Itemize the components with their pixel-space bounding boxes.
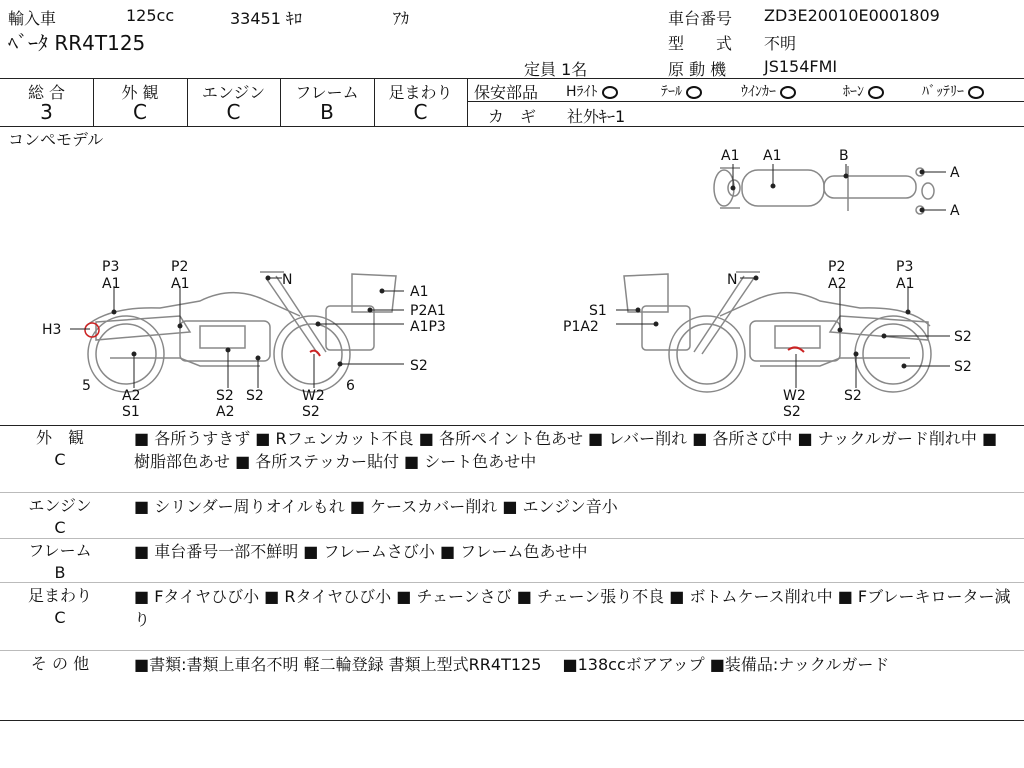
safety-parts-label: 保安部品 (474, 83, 539, 102)
diagram-label: S2 (954, 329, 972, 345)
section-title: 外 観 (35, 428, 84, 447)
damage-mark (310, 351, 320, 356)
import-label: 輸入車 (8, 9, 57, 28)
exterior-grade-label: 外 観 (121, 83, 159, 102)
section-label (10, 585, 110, 629)
diagram-label: P2A1 (410, 303, 446, 319)
diagram-label: S2 (844, 388, 862, 404)
section-grade: C (54, 450, 66, 469)
diagram-label: A1 (171, 276, 190, 292)
type-label: 型 式 (668, 34, 733, 53)
safety-item-taillight (661, 81, 702, 101)
divider (0, 650, 1024, 651)
divider (0, 720, 1024, 721)
type-value: 不明 (764, 34, 797, 53)
diagram-label: A2 (216, 404, 235, 420)
color: ｱｶ (393, 9, 410, 28)
section-grade: C (54, 608, 66, 627)
damage-diagram (0, 126, 1024, 426)
safety-item-winker (741, 81, 796, 101)
diagram-label: A1 (102, 276, 121, 292)
mileage: 33451 ｷﾛ (230, 9, 302, 28)
exterior-grade: C (133, 100, 147, 124)
safety-item-label: ｳｲﾝｶｰ (741, 84, 776, 100)
engine-grade: C (226, 100, 241, 124)
diagram-label: S2 (410, 358, 428, 374)
frame-grade: B (320, 100, 334, 124)
engine-model-value: JS154FMI (764, 57, 838, 76)
section-text: ■ 各所うすきず ■ Rフェンカット不良 ■ 各所ペイント色あせ ■ レバー削れ ■ 各所さび中 ■ ナックルガード削れ中 ■ 樹脂部色あせ ■ 各所ステッカー貼付 ■ シート色あせ中 (134, 429, 998, 471)
section-title: そ の 他 (30, 654, 90, 673)
frame-grade-label: フレーム (295, 83, 359, 102)
diagram-label: A2 (828, 276, 847, 292)
overall-grade-label: 総 合 (27, 83, 66, 102)
diagram-label: P3 (896, 259, 914, 275)
diagram-label: S2 (302, 404, 320, 420)
section-grade: C (54, 518, 66, 537)
section-title: フレーム (28, 541, 92, 560)
safety-item-label: ﾃｰﾙ (661, 84, 682, 100)
diagram-label: P1A2 (563, 319, 599, 335)
diagram-label: S2 (246, 388, 264, 404)
key-value: 社外ｷｰ1 (567, 107, 626, 126)
safety-item-horn (843, 81, 884, 101)
diagram-label: S2 (216, 388, 234, 404)
section-label (10, 495, 110, 539)
safety-item-label: ﾊﾞｯﾃﾘｰ (922, 84, 964, 100)
diagram-label: P3 (102, 259, 120, 275)
diagram-label: S1 (589, 303, 607, 319)
diagram-label: A (950, 203, 960, 219)
section-label (10, 540, 110, 584)
ok-circle-icon (686, 86, 702, 99)
safety-item-headlight (566, 81, 618, 101)
diagram-label: B (839, 148, 849, 164)
key-label: カ ギ (488, 107, 537, 126)
ok-circle-icon (868, 86, 884, 99)
section-text: ■書類:書類上車名不明 軽二輪登録 書類上型式RR4T125 ■138ccボアアップ ■装備品:ナックルガード (134, 655, 890, 674)
diagram-label: N (282, 272, 293, 288)
divider (0, 78, 1024, 79)
diagram-label: S2 (954, 359, 972, 375)
diagram-label: W2 (302, 388, 325, 404)
engine-grade-label: エンジン (201, 83, 266, 102)
diagram-label: P2 (828, 259, 846, 275)
diagram-label: A2 (122, 388, 141, 404)
section-text: ■ シリンダー周りオイルもれ ■ ケースカバー削れ ■ エンジン音小 (134, 497, 618, 516)
diagram-label: W2 (783, 388, 806, 404)
divider (0, 538, 1024, 539)
ok-circle-icon (968, 86, 984, 99)
safety-item-label: Hﾗｲﾄ (566, 84, 598, 100)
section-title: エンジン (28, 496, 92, 515)
model-name: ﾍﾞｰﾀ RR4T125 (8, 31, 146, 55)
safety-item-label: ﾎｰﾝ (843, 84, 864, 100)
divider (467, 78, 468, 126)
diagram-label: P2 (171, 259, 189, 275)
diagram-label: 6 (346, 378, 355, 394)
bike-top-view (714, 166, 934, 214)
ok-circle-icon (602, 86, 618, 99)
section-label (10, 427, 110, 471)
displacement: 125cc (126, 6, 175, 25)
diagram-label: S2 (783, 404, 801, 420)
capacity: 定員 1名 (524, 60, 588, 79)
section-label (10, 653, 110, 675)
diagram-label: A1 (896, 276, 915, 292)
suspension-grade: C (413, 100, 428, 124)
diagram-label: A1 (721, 148, 740, 164)
divider (0, 425, 1024, 426)
bike-right-view (624, 272, 931, 392)
section-text: ■ Fタイヤひび小 ■ Rタイヤひび小 ■ チェーンさび ■ チェーン張り不良 ■ ボトムケース削れ中 ■ Fブレーキローター減り (134, 587, 1011, 629)
diagram-label: A1P3 (410, 319, 446, 335)
diagram-label: A (950, 165, 960, 181)
frame-no: ZD3E20010E0001809 (764, 6, 940, 25)
bike-left-view (86, 272, 396, 392)
engine-model-label: 原 動 機 (668, 60, 727, 79)
diagram-label: S1 (122, 404, 140, 420)
diagram-label: 5 (82, 378, 91, 394)
overall-grade: 3 (40, 100, 53, 124)
diagram-label: A1 (763, 148, 782, 164)
section-text: ■ 車台番号一部不鮮明 ■ フレームさび小 ■ フレーム色あせ中 (134, 542, 588, 561)
diagram-title: コンペモデル (8, 130, 104, 149)
divider (0, 582, 1024, 583)
frame-no-label: 車台番号 (668, 9, 733, 28)
suspension-grade-label: 足まわり (388, 83, 453, 102)
diagram-label: H3 (42, 322, 62, 338)
divider (467, 101, 1024, 102)
section-grade: B (54, 563, 66, 582)
divider (0, 492, 1024, 493)
safety-item-battery (922, 81, 984, 101)
section-title: 足まわり (27, 586, 92, 605)
diagram-label: N (727, 272, 738, 288)
diagram-label: A1 (410, 284, 429, 300)
ok-circle-icon (780, 86, 796, 99)
